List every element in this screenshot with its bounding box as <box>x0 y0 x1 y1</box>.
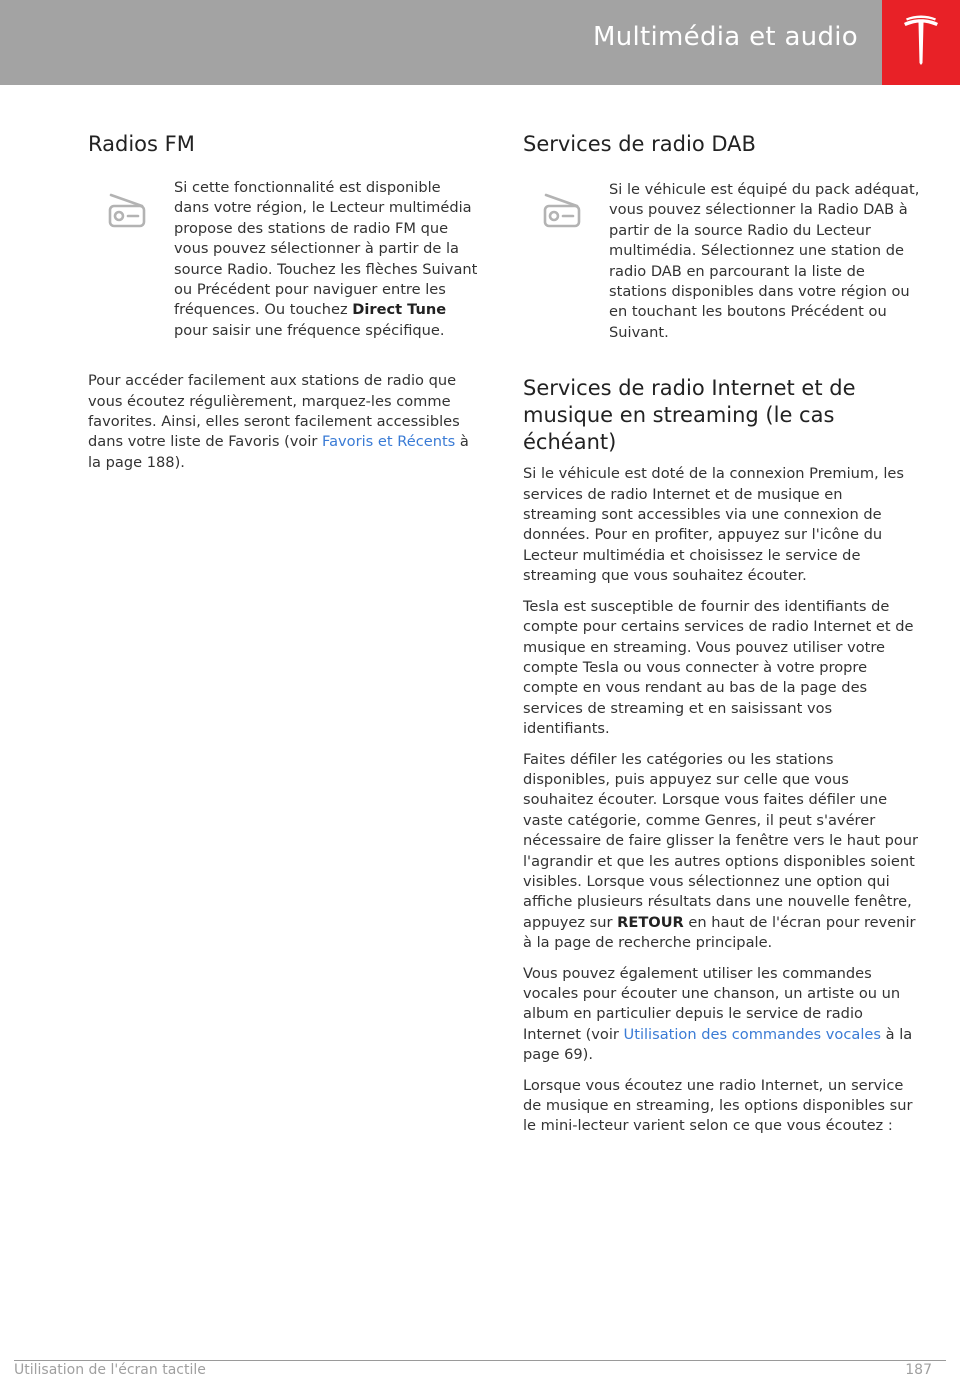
chapter-title: Multimédia et audio <box>592 22 858 52</box>
favorites-link[interactable]: Favoris et Récents <box>322 433 456 451</box>
footer-divider <box>14 1360 946 1361</box>
page-header <box>0 0 882 85</box>
radio-icon <box>108 192 146 228</box>
favorites-paragraph: Pour accéder facilement aux stations de radio que vous écoutez régulièrement, marquez-les comme favorites. Ainsi, elles seront facilement accessibles dans votre liste de Favoris (voir Favoris et Récents à la page 188). <box>88 372 469 471</box>
retour-label: RETOUR <box>617 913 684 931</box>
left-column <box>88 130 478 473</box>
direct-tune-label: Direct Tune <box>352 301 447 319</box>
paragraph-browse: Faites défiler les catégories ou les stations disponibles, puis appuyez sur celle que vous souhaitez écouter. Lorsque vous faites défiler une vaste catégorie, comme Genres, il peut s'avérer nécessaire de faire glisser la fenêtre vers le haut pour l'agrandir et que les autres options disponibles soient visibles. Lorsque vous sélectionnez une option qui affiche plusieurs résultats dans une nouvelle fenêtre, appuyez sur RETOUR en haut de l'écran pour revenir à la page de recherche principale. <box>523 750 919 952</box>
paragraph-miniplayer: Lorsque vous écoutez une radio Internet, un service de musique en streaming, les options disponibles sur le mini-lecteur varient selon ce que vous écoutez : <box>523 1076 913 1135</box>
page-number: 187 <box>905 1362 932 1378</box>
tesla-t-logo-icon <box>901 14 941 68</box>
note-text: Si cette fonctionnalité est disponible dans votre région, le Lecteur multimédia propose des stations de radio FM que vous pouvez sélectionner à partir de la source Radio. Touchez les flèches Suivant ou Précédent pour naviguer entre les fréquences. Ou touchez Direct Tune pour saisir une fréquence spécifique. <box>174 179 478 339</box>
radio-icon <box>543 192 581 228</box>
right-column <box>523 130 920 1137</box>
paragraph-premium: Si le véhicule est doté de la connexion Premium, les services de radio Internet et de musique en streaming sont accessibles via une connexion de données. Pour en profiter, appuyez sur l'icône du Lecteur multimédia et choisissez le service de streaming que vous souhaitez écouter. <box>523 465 905 585</box>
paragraph-voice: Vous pouvez également utiliser les commandes vocales pour écouter une chanson, un artiste ou un album en particulier depuis le service de radio Internet (voir Utilisation des commandes vocales à la page 69). <box>523 964 913 1064</box>
section-heading-streaming: Services de radio Internet et de musique en streaming (le cas échéant) <box>523 376 856 455</box>
note-dab <box>523 178 920 343</box>
section-heading-dab: Services de radio DAB <box>523 132 756 156</box>
paragraph-accounts: Tesla est susceptible de fournir des identifiants de compte pour certains services de radio Internet et de musique en streaming. Vous pouvez utiliser votre compte Tesla ou vous connecter à votre propre compte en vous rendant au bas de la page des services de streaming et en saisissant vos identifiants. <box>523 597 914 738</box>
note-text: Si le véhicule est équipé du pack adéquat, vous pouvez sélectionner la Radio DAB à partir de la source Radio du Lecteur multimédia. Sélectionnez une station de radio DAB en parcourant la liste de stations disponibles dans votre région ou en touchant les boutons Précédent ou Suivant. <box>609 181 920 341</box>
footer-section: Utilisation de l'écran tactile <box>14 1362 206 1378</box>
logo-badge <box>882 0 960 85</box>
section-heading-fm: Radios FM <box>88 132 195 156</box>
voice-commands-link[interactable]: Utilisation des commandes vocales <box>623 1025 881 1043</box>
note-fm <box>88 178 478 341</box>
